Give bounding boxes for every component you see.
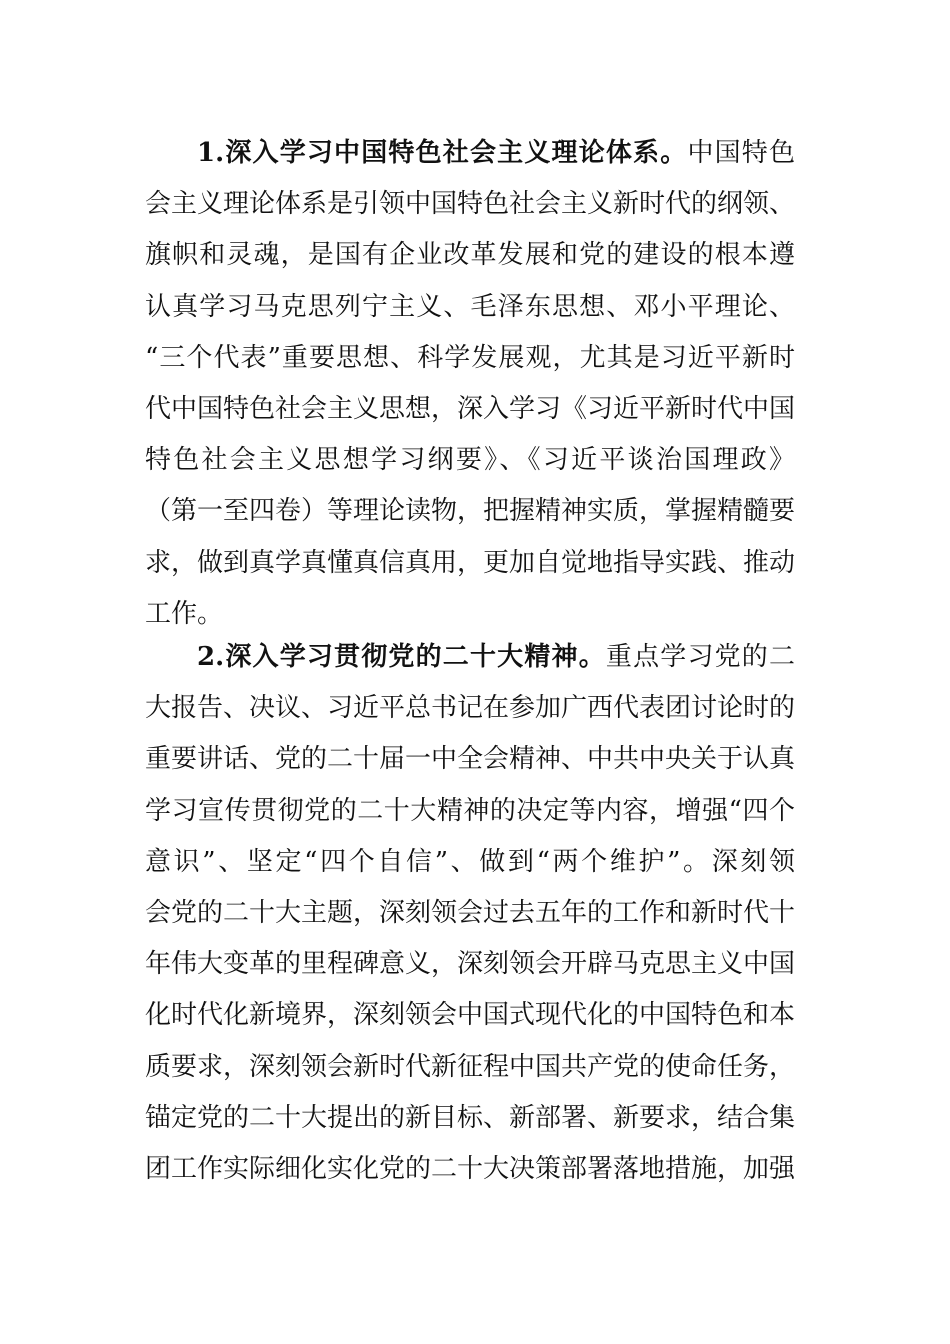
paragraph-1-line-3: 旗帜和灵魂，是国有企业改革发展和党的建设的根本遵 (145, 240, 795, 271)
paragraph-1-line-6: 代中国特色社会主义思想，深入学习《习近平新时代中国 (145, 393, 795, 424)
paragraph-1-line-4: 认真学习马克思列宁主义、毛泽东思想、邓小平理论、 (145, 291, 795, 322)
paragraph-1-line-5: “三个代表”重要思想、科学发展观，尤其是习近平新时 (145, 342, 795, 373)
paragraph-2-line-2: 大报告、决议、习近平总书记在参加广西代表团讨论时的 (145, 693, 795, 724)
paragraph-1-line-9: 求，做到真学真懂真信真用，更加自觉地指导实践、推动 (145, 547, 795, 578)
paragraph-2 (145, 632, 795, 1195)
paragraph-2-line-6: 会党的二十大主题，深刻领会过去五年的工作和新时代十 (145, 897, 795, 928)
paragraph-2-line-9: 质要求，深刻领会新时代新征程中国共产党的使命任务， (145, 1051, 795, 1082)
paragraph-1-line-7: 特色社会主义思想学习纲要》、《习近平谈治国理政》 (145, 445, 795, 476)
paragraph-2-line-7: 年伟大变革的里程碑意义，深刻领会开辟马克思主义中国 (145, 949, 795, 980)
paragraph-2-line-10: 锚定党的二十大提出的新目标、新部署、新要求，结合集 (145, 1102, 795, 1133)
paragraph-1-line-1: 中国特色 (687, 138, 795, 168)
paragraph-1-heading: 1.深入学习中国特色社会主义理论体系。 (197, 138, 688, 168)
paragraph-2-line-11: 团工作实际细化实化党的二十大决策部署落地措施，加强 (145, 1153, 795, 1184)
paragraph-2-line-5: 意识”、坚定“四个自信”、做到“两个维护”。深刻领 (145, 846, 795, 877)
paragraph-1-line-2: 会主义理论体系是引领中国特色社会主义新时代的纲领、 (145, 189, 795, 220)
paragraph-1-first-line (145, 128, 795, 179)
paragraph-2-line-3: 重要讲话、党的二十届一中全会精神、中共中央关于认真 (145, 744, 795, 775)
paragraph-2-first-line (145, 632, 795, 683)
paragraph-1-line-8: （第一至四卷）等理论读物，把握精神实质，掌握精髓要 (145, 496, 795, 527)
paragraph-2-line-8: 化时代化新境界，深刻领会中国式现代化的中国特色和本 (145, 1000, 795, 1031)
paragraph-2-line-1: 重点学习党的二 (605, 642, 795, 672)
paragraph-2-heading: 2.深入学习贯彻党的二十大精神。 (197, 642, 606, 672)
paragraph-1-line-10: 工作。 (145, 598, 224, 629)
paragraph-1 (145, 128, 795, 640)
paragraph-2-line-4: 学习宣传贯彻党的二十大精神的决定等内容，增强“四个 (145, 795, 795, 826)
